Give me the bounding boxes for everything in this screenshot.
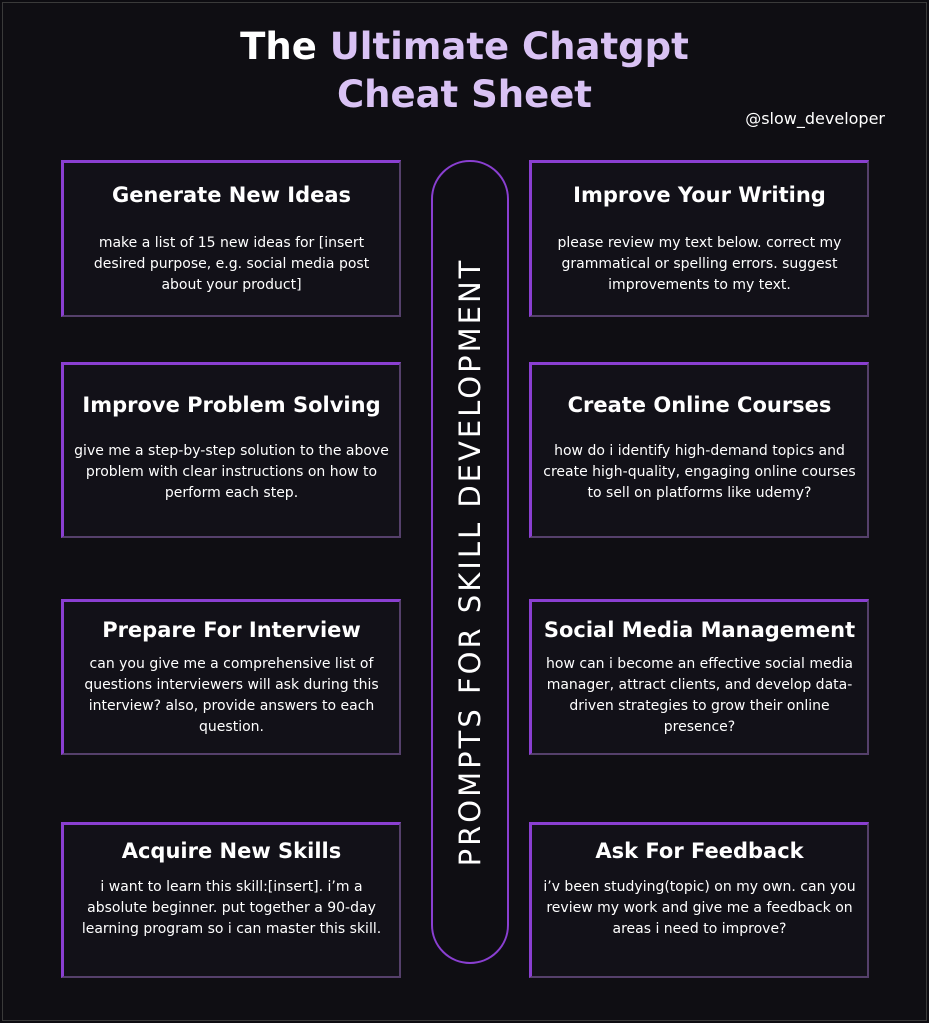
card-prompt: i’v been studying(topic) on my own. can you review my work and give me a feedback on areas i need to improve? [543, 879, 856, 937]
title-subtitle: Cheat Sheet [337, 73, 592, 116]
card-improve-your-writing [529, 160, 869, 317]
author-handle: @slow_developer [745, 109, 885, 128]
card-prompt: i want to learn this skill:[insert]. i’m a absolute beginner. put together a 90-day learning program so i can master this skill. [81, 879, 382, 937]
center-pill [431, 160, 509, 964]
card-title: Improve Problem Solving [82, 393, 381, 417]
card-prompt: give me a step-by-step solution to the above problem with clear instructions on how to perform each step. [74, 443, 389, 501]
card-title: Create Online Courses [567, 393, 832, 417]
card-title: Acquire New Skills [121, 839, 342, 863]
card-prepare-for-interview [61, 599, 401, 755]
title-purple-part: Ultimate Chatgpt [329, 25, 689, 68]
card-title: Prepare For Interview [102, 618, 361, 642]
card-generate-new-ideas [61, 160, 401, 317]
card-create-online-courses [529, 362, 869, 538]
card-prompt: how do i identify high-demand topics and create high-quality, engaging online courses to sell on platforms like udemy? [543, 443, 856, 501]
card-prompt: how can i become an effective social media manager, attract clients, and develop data-driven strategies to grow their online presence? [546, 656, 853, 735]
card-prompt: make a list of 15 new ideas for [insert desired purpose, e.g. social media post about your product] [93, 235, 370, 293]
card-acquire-new-skills [61, 822, 401, 978]
center-vertical-label: PROMPTS FOR SKILL DEVELOPMENT [453, 257, 487, 867]
title-white-part: The [240, 25, 330, 68]
card-prompt: can you give me a comprehensive list of questions interviewers will ask during this interview? also, provide answers to each question. [84, 656, 379, 735]
card-title: Improve Your Writing [573, 183, 826, 207]
card-social-media-management [529, 599, 869, 755]
card-ask-for-feedback [529, 822, 869, 978]
card-title: Ask For Feedback [595, 839, 804, 863]
card-title: Social Media Management [543, 618, 856, 642]
card-title: Generate New Ideas [111, 183, 352, 207]
title-line-1 [0, 24, 929, 70]
card-improve-problem-solving [61, 362, 401, 538]
card-prompt: please review my text below. correct my grammatical or spelling errors. suggest improvements to my text. [557, 235, 842, 293]
